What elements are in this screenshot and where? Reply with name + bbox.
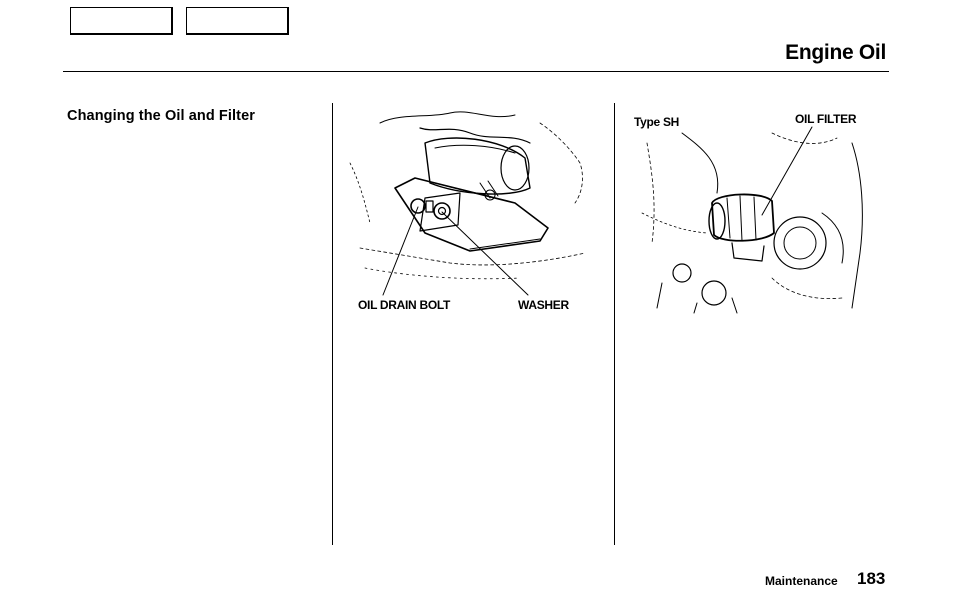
type-sh-label: Type SH <box>634 115 680 129</box>
page-title: Engine Oil <box>785 41 886 64</box>
header-divider <box>63 71 889 72</box>
oil-drain-illustration <box>340 103 602 325</box>
footer-section-name: Maintenance <box>765 574 838 588</box>
oil-filter-illustration <box>622 103 884 325</box>
column-divider-left <box>332 103 333 545</box>
oil-filter-drawing <box>622 103 884 325</box>
oil-filter-label: OIL FILTER <box>795 112 857 126</box>
page-number: 183 <box>857 569 886 588</box>
previous-page-button[interactable] <box>70 7 173 35</box>
oil-drain-drawing <box>340 103 602 325</box>
washer-label: WASHER <box>518 298 569 312</box>
column-divider-right <box>614 103 615 545</box>
next-page-button[interactable] <box>186 7 289 35</box>
section-heading: Changing the Oil and Filter <box>67 108 255 124</box>
oil-drain-bolt-label: OIL DRAIN BOLT <box>358 298 451 312</box>
